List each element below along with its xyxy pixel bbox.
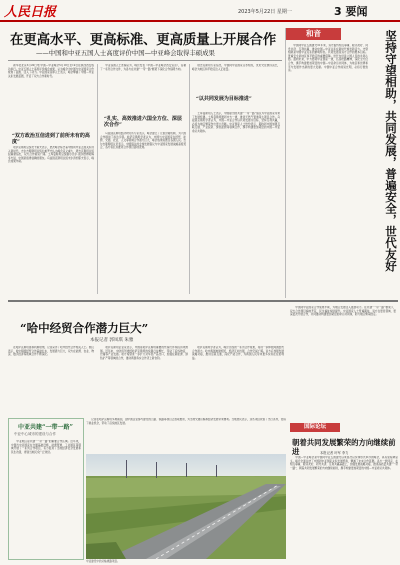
lead-column-3a: 塔吉克斯坦专家指出，中国同中亚国家山水相连，友好交往源远流长，峰会为地区和平稳定注入正能量。 xyxy=(192,64,280,71)
lead-column-3b: 土库曼斯坦人士表示，中国提出的共建“一带一路”倡议为中亚国家带来了发展机遇。土库曼斯坦愿同中方一道，推进天然气管道等大项目合作。乌兹别克斯坦学者认为，中国—中亚合作以共同发展为目标，坚持互利共赢，必将为地区繁荣作出更大贡献。中亚国家人士纷纷表示，期待同中国加强互联互通、产业投资、绿色能源等领域合作，携手构建更加紧密的中国—中亚命运共同体。 xyxy=(192,112,280,133)
lead-subhead-1: “双方政治互信进到了前所未有的高度” xyxy=(12,133,90,145)
lead-subheadline: ——中国和中亚五国人士高度评价中国—中亚峰会取得丰硕成果 xyxy=(36,49,215,57)
lead-column-1: 新华社北京5月20日电 中国—中亚峰会5月18日至19日在陕西西安成功举行。中亚五国人士高度评价峰会成果，认为峰会为中国与中亚国家合作规划了蓝图、注入了动力。中亚国家各界人士表示，峰会擘画了中国—中亚关系发展蓝图，开启了双方合作新时代。 xyxy=(8,64,94,78)
lead-subhead-3: “以共同发展为目标推进” xyxy=(196,96,252,102)
second-column-4: 中国同中亚国家合作成果丰硕，为地区发展注入强劲动力。在共建“一带一路”框架下，双方合作项目遍地开花，民生福祉持续提升。中亚国家人士普遍期待，双方在更宽领域、更深层次开展合作，共同推动构建更加紧密的命运共同体，助力地区繁荣稳定。 xyxy=(290,306,396,317)
photo-caption: 中亚建设中的运输道路项目。 xyxy=(86,560,120,563)
lead-column-2a: 中亚各国人士普遍认为，峰会发表《中国—中亚峰会西安宣言》，签署了一系列合作文件，为各方在共建“一带一路”框架下深化合作指明方向。 xyxy=(100,64,186,71)
second-headline: “哈中经贸合作潜力巨大” xyxy=(20,321,149,335)
lead-subhead-2: “扎实、高效推进六国全方位、深层次合作” xyxy=(104,116,182,128)
commentary-tag: 和音 xyxy=(286,28,341,40)
dateline: 2023年5月22日 星期一 xyxy=(238,9,292,15)
commentary-title: 坚持守望相助，共同发展，普遍安全，世代友好 xyxy=(384,30,398,272)
lead-headline: 在更高水平、更高标准、更高质量上开展合作 xyxy=(10,32,276,48)
highway-photo xyxy=(86,454,286,559)
second-byline: 本报记者 郭凤琪 朱雅 xyxy=(90,338,134,343)
inset-box-title: 中亚共建“一带一路” xyxy=(18,424,73,431)
inset-box-subtitle: 中亚中心城市的建设与合作 xyxy=(14,432,56,436)
intl-headline: 朝着共同发展繁荣的方向继续前进 xyxy=(292,438,396,456)
column-divider xyxy=(189,64,190,294)
lead-column-2b: 乌兹别克斯坦经济研究所专家表示，峰会建立了元首会晤机制，为六国合作提供了政治引领。哈萨克斯坦学者认为，中国与中亚国家在经贸、能源、交通、农业、人文等领域合作潜力巨大，峰会成果将惠及各国人民。吉尔吉斯斯坦议员表示，中国倡议的全球发展倡议与中亚国家发展战略高度契合，各方将扎实推进合作项目落地见效。 xyxy=(100,132,186,150)
intl-body: 中国—中亚峰会是中国同中亚五国建交以来首次以实体形式举办的峰会，具有里程碑意义。峰会全面总结了中国同中亚国家关系发展经验，擘画了未来合作蓝图。各方一致同意，在相互尊重、睦邻友好、同舟共济、互利共赢基础上，加强发展战略对接，推进高质量共建“一带一路”，朝着共同发展繁荣的方向继续前进，携手构建更加紧密的中国—中亚命运共同体。 xyxy=(290,456,398,470)
lead-rule xyxy=(8,60,282,61)
page-number: 3 要闻 xyxy=(334,5,368,18)
second-column-5: 记者在哈萨克斯坦多地看到，由中国企业参与建设的公路、铁路等项目正加紧推进，为当地交通运输和经济发展带来便利。当地居民表示，这些项目改善了出行条件，创造了就业机会，带动了沿线地区发展。 xyxy=(86,418,286,425)
section-divider xyxy=(8,300,398,302)
intl-byline: 本报记者 叶军 李力 xyxy=(320,451,349,455)
second-column-3: 哈萨克斯坦学者认为，峰会达成的一系列合作成果，将进一步释放两国经贸合作潜力。哈中两国地缘相近、经济互补性强，合作空间广阔。双方应加强发展战略对接，推进互联互通，深化产能合作，为两国人民带来更多实实在在的利益。 xyxy=(192,346,284,360)
highway-image xyxy=(86,454,286,559)
column-divider xyxy=(97,64,98,294)
newspaper-logo: 人民日报 xyxy=(4,5,57,20)
commentary-body: 中国同中亚五国建交31年来，双方始终相互尊重、睦邻友好、同舟共济、互利共赢，推动中国—中亚关系在新时代焕发新活力。守望相助是中国中亚关系的鲜明特色。共同发展是双方合作的根本目标。普遍安全是地区和平稳定的重要保障。世代友好是六国人民的共同心愿。面向未来，中方愿同中亚国家一道，弘扬丝路精神，深化全方位合作，携手构建更加紧密的中国—中亚命运共同体，为地区和世界和平与发展作出新的更大贡献。中国中亚合作前景光明，必将行稳致远。 xyxy=(288,44,368,73)
intl-forum-tag: 国际论坛 xyxy=(290,423,340,432)
second-column-1: 在哈萨克斯坦首都阿斯塔纳，记者采访了哈中经贸合作相关人士。他们表示，哈中两国经贸合作基础扎实，发展潜力巨大，双方在能源、农业、物流、数字经济等领域合作不断深化。 xyxy=(8,346,94,357)
lead-column-1b: 哈萨克斯坦总统托卡耶夫表示，此次峰会标志着中国同中亚五国关系进入新时代。吉尔吉斯斯坦总统扎帕罗夫认为峰会意义重大，塔吉克斯坦总统拉赫蒙指出，双方合作前景广阔。土库曼斯坦总统谢尔达尔·别尔德穆哈梅多夫说，中国是值得信赖的朋友。乌兹别克斯坦总统米尔济约耶夫表示，峰会成果丰硕。 xyxy=(8,146,94,164)
inset-box-body: 中亚地区是共建“一带一路”的重要合作区域。近年来，中国与中亚国家在交通基础设施、能源管道、工业园区等领域开展了一系列合作项目，有力促进了当地经济社会发展和民生改善，得到当地民众广泛欢迎。 xyxy=(11,440,81,454)
second-column-2: 哈萨克斯坦企业家表示，中国是哈萨克斯坦重要的贸易伙伴和投资来源国。近年来，中欧班列途经哈萨克斯坦的线路日益繁忙，带动了沿线物流、仓储等产业发展。哈方希望进一步扩大对华农产品出口，加强在新能源、绿色矿产等领域的合作，推动两国务实合作迈上新台阶。 xyxy=(100,346,188,360)
